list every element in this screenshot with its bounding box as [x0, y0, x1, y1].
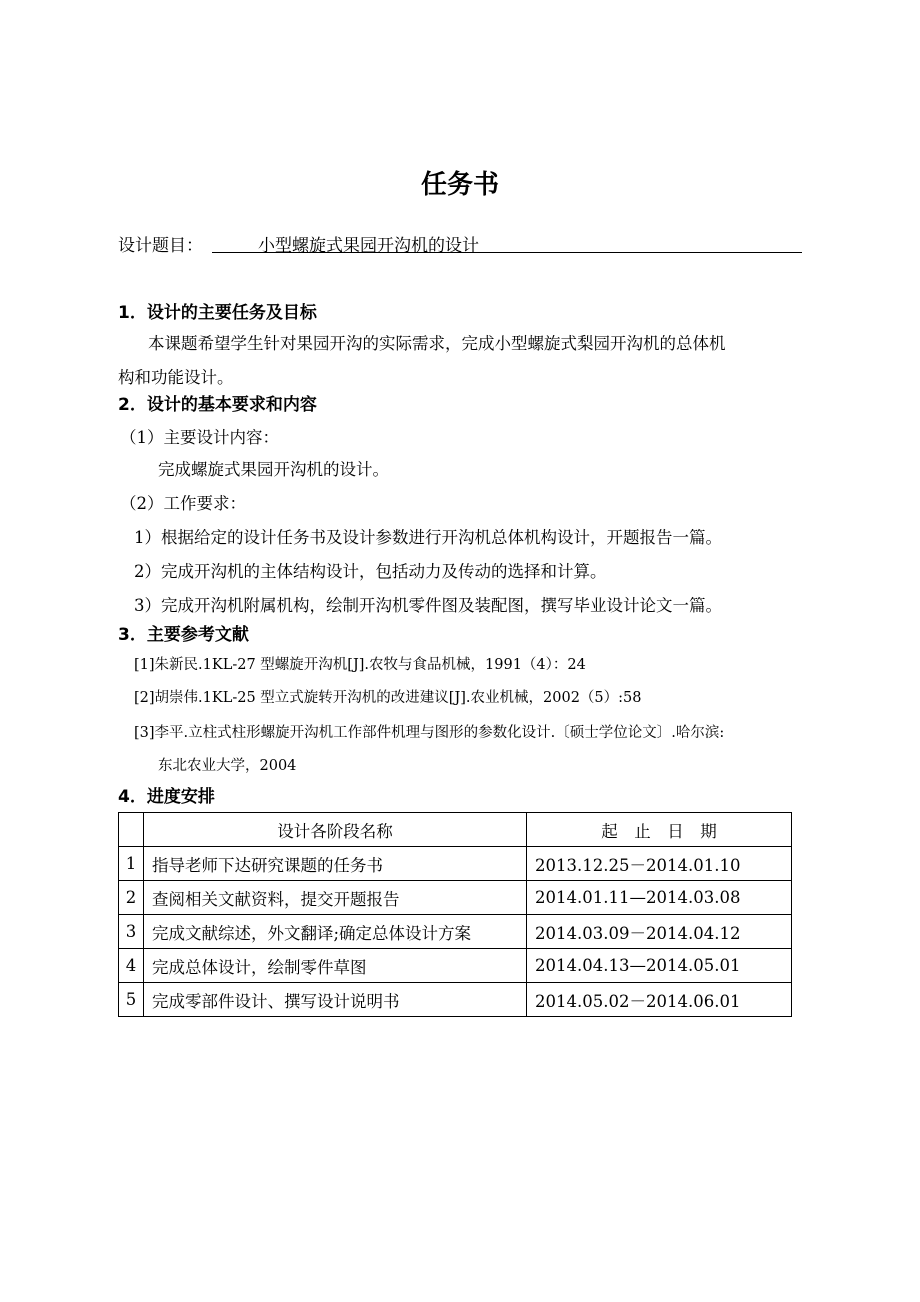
section1-text-line2: 构和功能设计。 — [118, 368, 234, 387]
table-row — [119, 915, 792, 949]
section2-sub1-label: （1）主要设计内容： — [120, 428, 279, 447]
reference-item-continued: 东北农业大学，2004 — [158, 758, 297, 774]
row-number: 3 — [119, 915, 144, 949]
table-row — [119, 983, 792, 1017]
section2-heading: 2．设计的基本要求和内容 — [118, 395, 317, 415]
row-stage: 完成零部件设计、撰写设计说明书 — [144, 983, 527, 1017]
requirement-item: 2）完成开沟机的主体结构设计，包括动力及传动的选择和计算。 — [134, 562, 607, 581]
table-header-row — [119, 813, 792, 847]
row-stage: 完成总体设计，绘制零件草图 — [144, 949, 527, 983]
header-number-cell — [119, 813, 144, 847]
table-row — [119, 881, 792, 915]
table-row — [119, 949, 792, 983]
subject-label: 设计题目： — [118, 236, 203, 256]
subject-value: 小型螺旋式果园开沟机的设计 — [258, 236, 479, 256]
row-number: 5 — [119, 983, 144, 1017]
table-row — [119, 847, 792, 881]
row-date: 2014.03.09－2014.04.12 — [527, 915, 792, 949]
section1-heading: 1．设计的主要任务及目标 — [118, 303, 317, 323]
section3-heading: 3．主要参考文献 — [118, 625, 249, 645]
row-date: 2013.12.25－2014.01.10 — [527, 847, 792, 881]
section4-heading: 4．进度安排 — [118, 787, 215, 807]
header-stage-cell: 设计各阶段名称 — [144, 813, 527, 847]
row-date: 2014.01.11—2014.03.08 — [527, 881, 792, 915]
section1-text-line1: 本课题希望学生针对果园开沟的实际需求，完成小型螺旋式梨园开沟机的总体机 — [148, 334, 726, 353]
section2-sub1-text: 完成螺旋式果园开沟机的设计。 — [158, 460, 389, 479]
row-stage: 指导老师下达研究课题的任务书 — [144, 847, 527, 881]
row-date: 2014.04.13—2014.05.01 — [527, 949, 792, 983]
reference-item: [3]李平.立柱式柱形螺旋开沟机工作部件机理与图形的参数化设计.〔硕士学位论文〕.哈尔滨: — [134, 725, 725, 741]
schedule-table — [118, 812, 792, 1017]
requirement-item: 3）完成开沟机附属机构，绘制开沟机零件图及装配图，撰写毕业设计论文一篇。 — [134, 596, 722, 615]
row-number: 1 — [119, 847, 144, 881]
page-title: 任务书 — [420, 170, 499, 200]
row-stage: 查阅相关文献资料，提交开题报告 — [144, 881, 527, 915]
row-date: 2014.05.02－2014.06.01 — [527, 983, 792, 1017]
reference-item: [1]朱新民.1KL-27 型螺旋开沟机[J].农牧与食品机械，1991（4）：24 — [134, 657, 586, 673]
header-date-cell: 起 止 日 期 — [527, 813, 792, 847]
reference-item: [2]胡崇伟.1KL-25 型立式旋转开沟机的改进建议[J].农业机械，2002（5）:58 — [134, 690, 642, 706]
requirement-item: 1）根据给定的设计任务书及设计参数进行开沟机总体机构设计，开题报告一篇。 — [134, 528, 722, 547]
row-stage: 完成文献综述，外文翻译;确定总体设计方案 — [144, 915, 527, 949]
section2-sub2-label: （2）工作要求： — [120, 494, 246, 513]
row-number: 2 — [119, 881, 144, 915]
row-number: 4 — [119, 949, 144, 983]
